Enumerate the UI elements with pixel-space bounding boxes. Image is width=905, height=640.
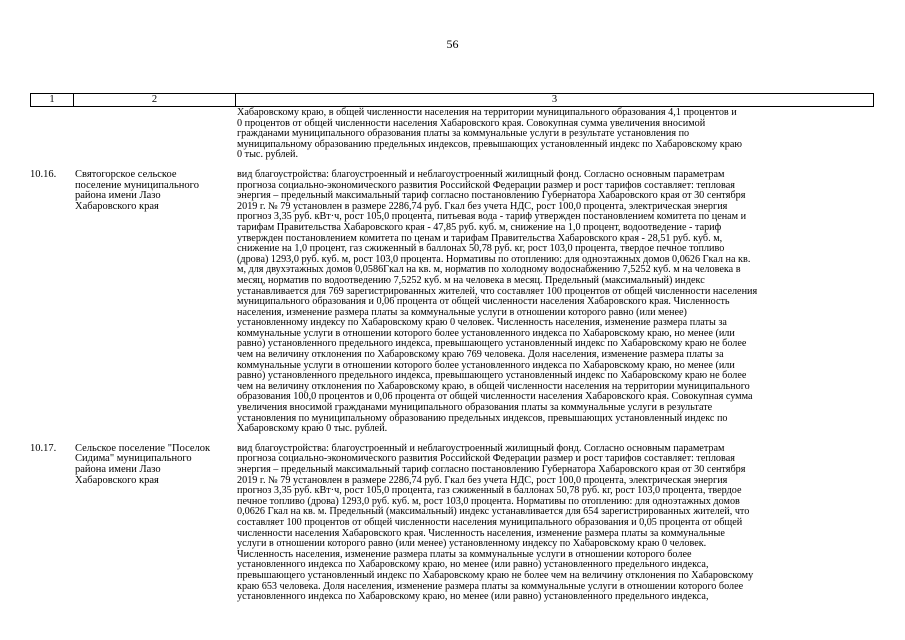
text-line: снижение на 1,0 процент, газ сжиженный в баллонах 50,78 руб. кг, рост 103,0 процента, твердое печное топливо (237, 243, 725, 255)
text-line: вид благоустройства: благоустроенный и неблагоустроенный жилищный фонд. Согласно основным параметрам (237, 168, 725, 180)
text-line: услуги в отношении которого равно (или менее) установленному индексу по Хабаровскому краю 0 человек. (237, 538, 707, 550)
row-name (73, 108, 223, 161)
table-header (30, 93, 874, 107)
text-line: установления по муниципальному образованию предельных индексов, превышающих установленный индекс по (237, 412, 728, 424)
header-cell-3: 3 (551, 94, 558, 105)
text-line: составляет 100 процентов от общей численности населения муниципального образования и 0,05 процента от общей (237, 516, 743, 528)
header-cell-2: 2 (74, 94, 236, 106)
text-line: 0 процентов от общей численности населения Хабаровского края. Совокупная сумма увеличения вносимой (237, 117, 706, 129)
text-line: равно) установленного предельного индекса, превышающего установленный индекс по Хабаровскому краю не более (237, 338, 747, 350)
text-line: коммунальные услуги в отношении которого более установленного индекса по Хабаровскому краю, но менее (или (237, 327, 735, 339)
text-line: энергия – предельный максимальный тариф согласно постановлению Губернатора Хабаровского края от 30 сентября (237, 190, 746, 202)
text-line: населения, изменение размера платы за коммунальные услуги в отношении которого равно (или менее) (237, 306, 687, 318)
text-line: коммунальные услуги в отношении которого более установленного индекса по Хабаровскому краю, но менее (или (237, 359, 735, 371)
header-cell-1: 1 (31, 94, 74, 106)
text-line: энергия – предельный максимальный тариф согласно постановлению Губернатора Хабаровского края от 30 сентября (237, 464, 746, 475)
text-line: (дрова) 1293,0 руб. куб. м, рост 103,0 процента. Нормативы по отоплению: для одноэтажных домов 0,0626 Гкал на кв. (237, 253, 751, 265)
text-line: Хабаровскому краю, в общей численности населения на территории муниципального образования 4,1 процентов и (237, 107, 737, 118)
table-row (30, 170, 874, 435)
text-line: численности населения Хабаровского края. Численность населения, изменение размера платы за коммунальные (237, 527, 725, 539)
row-name: Сельское поселение "Поселок Сидима" муниципального района имени Лазо Хабаровского края (75, 442, 211, 486)
text-line: краю 653 человека. Доля населения, изменение размера платы за коммунальные услуги в отношении которого более (237, 580, 744, 592)
text-line: прогноза социально-экономического развития Российской Федерации размер и рост тарифов составляет: тепловая (237, 453, 735, 465)
row-number: 10.16. (30, 168, 57, 180)
text-line: установленного индекса по Хабаровскому краю, но менее (или равно) установленного предельного индекса, (237, 591, 709, 603)
text-line: м, для двухэтажных домов 0,0586Гкал на кв. м, норматив по холодному водоснабжению 7,5252 куб. м на человека в (237, 264, 741, 276)
text-line: Численность населения, изменение размера платы за коммунальные услуги в отношении которого более (237, 548, 692, 560)
text-line: прогноз 3,35 руб. кВт·ч, рост 105,0 процента, газ сжиженный в баллонах 50,78 руб. кг, рост 103,0 процента, твердое (237, 485, 742, 497)
table-row (30, 444, 874, 603)
text-line: вид благоустройства: благоустроенный и неблагоустроенный жилищный фонд. Согласно основным параметрам (237, 442, 725, 454)
text-line: увеличения вносимой гражданами муниципального образования платы за коммунальные услуги в результате (237, 402, 713, 414)
row-name: Святогорское сельское поселение муниципального района имени Лазо Хабаровского края (75, 168, 199, 212)
row-text (223, 444, 874, 603)
text-line: чем на величину отклонения по Хабаровскому краю 769 человека. Доля населения, изменение размера платы за (237, 349, 724, 361)
text-line: 2019 г. № 79 установлен в размере 2286,74 руб. Гкал без учета НДС, рост 100,0 процента, электрическая энергия (237, 200, 728, 212)
text-line: муниципальному образованию предельных индексов, превышающих установленный индекс по Хабаровскому краю (237, 138, 742, 150)
text-line: тарифам Правительства Хабаровского края - 47,85 руб. куб. м, снижение на 1,0 процент, водоотведение - тариф (237, 221, 722, 233)
text-line: 0 тыс. рублей. (237, 149, 299, 161)
text-line: 2019 г. № 79 установлен в размере 2286,74 руб. Гкал без учета НДС, рост 100,0 процента, электрическая энергия (237, 474, 728, 486)
text-line: превышающего установленный индекс по Хабаровскому краю не более чем на величину отклонения по Хабаровскому (237, 569, 754, 581)
text-line: Хабаровскому краю 0 тыс. рублей. (237, 423, 388, 435)
text-line: муниципального образования и 0,06 процента от общей численности населения Хабаровского края. Численность (237, 296, 730, 308)
row-number (30, 108, 73, 161)
row-text (223, 170, 874, 435)
text-line: гражданами муниципального образования платы за коммунальные услуги в результате установления по (237, 128, 690, 140)
table-row-continuation (30, 108, 874, 161)
row-number: 10.17. (30, 442, 57, 454)
text-line: прогноза социально-экономического развития Российской Федерации размер и рост тарифов составляет: тепловая (237, 179, 735, 191)
text-line: образования 100,0 процентов и 0,06 процента от общей численности населения Хабаровского края. Совокупная сумма (237, 391, 753, 403)
text-line: прогноз 3,35 руб. кВт·ч, рост 105,0 процента, питьевая вода - тариф утвержден постановлением комитета по ценам и (237, 211, 747, 223)
page-number: 56 (446, 37, 459, 51)
text-line: утвержден постановлением комитета по ценам и тарифам Правительства Хабаровского края - 28,51 руб. куб. м, (237, 232, 723, 244)
text-line: чем на величину отклонения по Хабаровскому краю, в общей численности населения на территории муниципального (237, 380, 750, 392)
text-line: установленному индексу по Хабаровскому краю 0 человек. Численность населения, изменение размера платы за (237, 317, 727, 329)
table-body (30, 108, 874, 603)
text-line: месяц, норматив по водоотведению 7,5252 куб. м на человека в месяц. Предельный (максимальный) индекс (237, 274, 705, 286)
text-line: 0,0626 Гкал на кв. м. Предельный (максимальный) индекс устанавливается для 654 зарегистрированных жителей, что (237, 506, 750, 518)
row-text (223, 108, 874, 161)
text-line: равно) установленного предельного индекса, превышающего установленный индекс по Хабаровскому краю не более (237, 370, 747, 382)
text-line: установленного индекса по Хабаровскому краю, но менее (или равно) установленного предельного индекса, (237, 559, 709, 571)
text-line: устанавливается для 769 зарегистрированных жителей, что составляет 100 процентов от общей численности населения (237, 285, 758, 297)
text-line: печное топливо (дрова) 1293,0 руб. куб. м, рост 103,0 процента. Нормативы по отоплению: для одноэтажных домов (237, 495, 740, 507)
